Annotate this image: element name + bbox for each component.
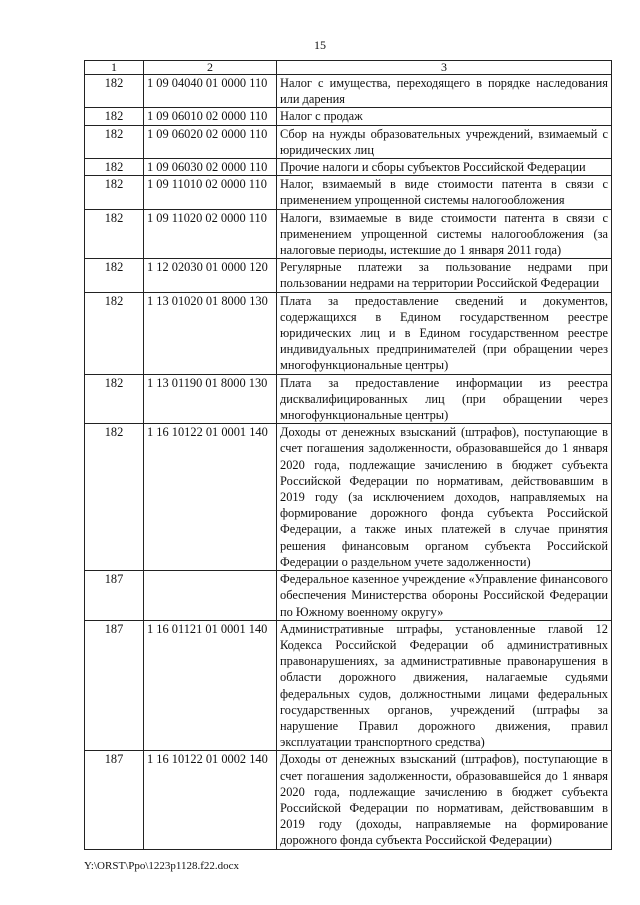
admin-code-cell: 187 <box>85 571 144 621</box>
revenue-name-cell: Налог с продаж <box>277 108 612 125</box>
revenue-name-cell: Доходы от денежных взысканий (штрафов), поступающие в счет погашения задолженности, образовавшейся до 1 января 2020 года, подлежащие зачислению в бюджет субъекта Российской Федерации по нормативам, действовавшим в 2019 году (доходы, направляемые на формирование дорожного фонда субъекта Российской Федерации) <box>277 751 612 849</box>
table-row <box>85 571 612 621</box>
admin-code-cell: 182 <box>85 108 144 125</box>
budget-code-cell: 1 09 06030 02 0000 110 <box>144 159 277 176</box>
table-header-row <box>85 61 612 75</box>
page-number: 15 <box>314 38 326 52</box>
table-row <box>85 108 612 125</box>
admin-code-cell: 182 <box>85 75 144 108</box>
table-row <box>85 176 612 209</box>
budget-code-cell: 1 13 01190 01 8000 130 <box>144 374 277 424</box>
admin-code-cell: 182 <box>85 159 144 176</box>
budget-code-cell: 1 09 06020 02 0000 110 <box>144 125 277 158</box>
admin-code-cell: 182 <box>85 259 144 292</box>
table-row <box>85 125 612 158</box>
table-row <box>85 292 612 374</box>
column-header-3: 3 <box>277 61 612 75</box>
budget-code-cell: 1 09 11010 02 0000 110 <box>144 176 277 209</box>
revenue-name-cell: Налог, взимаемый в виде стоимости патента в связи с применением упрощенной системы налогообложения <box>277 176 612 209</box>
table-row <box>85 620 612 751</box>
revenue-name-cell: Налог с имущества, переходящего в порядке наследования или дарения <box>277 75 612 108</box>
revenue-name-cell: Доходы от денежных взысканий (штрафов), поступающие в счет погашения задолженности, образовавшейся до 1 января 2020 года, подлежащие зачислению в бюджет субъекта Российской Федерации по нормативам, действовавшим в 2019 году (за исключением доходов, направляемых на формирование дорожного фонда субъекта Российской Федерации, а также иных платежей в случае принятия решения финансовым органом субъекта Российской Федерации о раздельном учете задолженности) <box>277 424 612 571</box>
admin-code-cell: 182 <box>85 209 144 259</box>
revenue-codes-table <box>84 60 612 850</box>
table-row <box>85 751 612 849</box>
budget-code-cell <box>144 571 277 621</box>
budget-code-cell: 1 12 02030 01 0000 120 <box>144 259 277 292</box>
revenue-name-cell: Налоги, взимаемые в виде стоимости патента в связи с применением упрощенной системы налогообложения (за налоговые периоды, истекшие до 1 января 2011 года) <box>277 209 612 259</box>
table-row <box>85 159 612 176</box>
budget-code-cell: 1 09 11020 02 0000 110 <box>144 209 277 259</box>
revenue-name-cell: Административные штрафы, установленные главой 12 Кодекса Российской Федерации об административных правонарушениях, за административные правонарушения в области дорожного движения, налагаемые судьями федеральных судов, должностными лицами федеральных государственных органов, учреждений (штрафы за нарушение Правил дорожного движения, правил эксплуатации транспортного средства) <box>277 620 612 751</box>
admin-code-cell: 182 <box>85 292 144 374</box>
table-row <box>85 209 612 259</box>
table-row <box>85 259 612 292</box>
admin-code-cell: 187 <box>85 751 144 849</box>
table-row <box>85 424 612 571</box>
revenue-name-cell: Регулярные платежи за пользование недрами при пользовании недрами на территории Российской Федерации <box>277 259 612 292</box>
budget-code-cell: 1 16 10122 01 0001 140 <box>144 424 277 571</box>
admin-code-cell: 182 <box>85 125 144 158</box>
table-row <box>85 374 612 424</box>
admin-code-cell: 182 <box>85 424 144 571</box>
budget-code-cell: 1 16 01121 01 0001 140 <box>144 620 277 751</box>
column-header-1: 1 <box>85 61 144 75</box>
revenue-name-cell: Сбор на нужды образовательных учреждений, взимаемый с юридических лиц <box>277 125 612 158</box>
revenue-name-cell: Прочие налоги и сборы субъектов Российской Федерации <box>277 159 612 176</box>
document-file-path: Y:\ORST\Ppo\1223p1128.f22.docx <box>84 860 240 872</box>
admin-code-cell: 187 <box>85 620 144 751</box>
budget-code-cell: 1 16 10122 01 0002 140 <box>144 751 277 849</box>
admin-code-cell: 182 <box>85 374 144 424</box>
revenue-name-cell: Плата за предоставление сведений и документов, содержащихся в Едином государственном реестре юридических лиц и в Едином государственном реестре индивидуальных предпринимателей (при обращении через многофункциональные центры) <box>277 292 612 374</box>
column-header-2: 2 <box>144 61 277 75</box>
revenue-name-cell: Плата за предоставление информации из реестра дисквалифицированных лиц (при обращении через многофункциональные центры) <box>277 374 612 424</box>
revenue-name-cell: Федеральное казенное учреждение «Управление финансового обеспечения Министерства обороны Российской Федерации по Южному военному округу» <box>277 571 612 621</box>
budget-code-cell: 1 13 01020 01 8000 130 <box>144 292 277 374</box>
table-row <box>85 75 612 108</box>
admin-code-cell: 182 <box>85 176 144 209</box>
budget-code-cell: 1 09 06010 02 0000 110 <box>144 108 277 125</box>
budget-code-cell: 1 09 04040 01 0000 110 <box>144 75 277 108</box>
